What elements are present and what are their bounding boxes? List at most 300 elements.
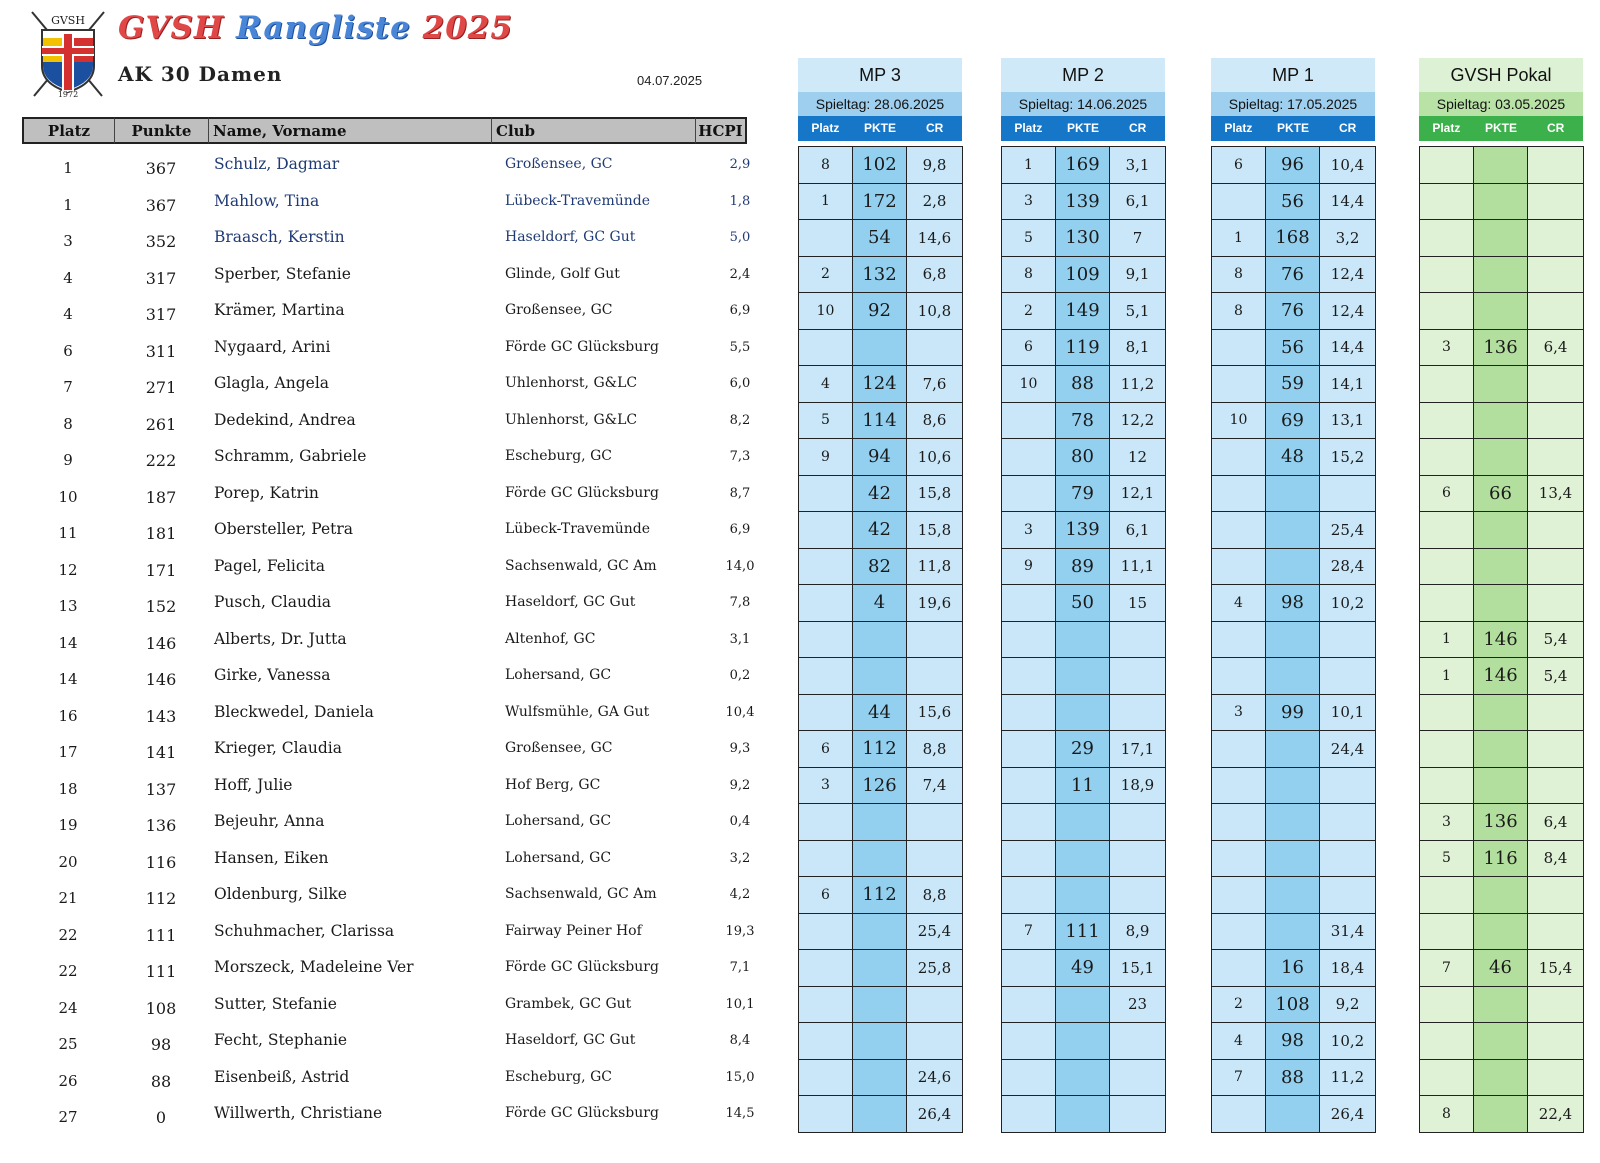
tournament-cell-platz [798, 584, 853, 622]
club-name: Uhlenhorst, G&LC [505, 411, 638, 428]
tournament-block-mp-3 [798, 58, 962, 1123]
club-name: Altenhof, GC [505, 630, 596, 647]
tournament-cell-platz: 2 [798, 256, 853, 294]
tournament-cell-cr: 14,4 [1319, 329, 1376, 367]
rank-cell: 7 [63, 378, 73, 396]
rank-cell: 11 [58, 524, 78, 542]
tournament-cell-platz: 8 [1001, 256, 1056, 294]
hcpi-cell: 6,9 [729, 303, 751, 318]
points-cell: 152 [145, 597, 177, 616]
player-name: Schulz, Dagmar [214, 155, 340, 173]
tournament-cell-pkte [1473, 986, 1528, 1024]
tournament-cell-cr: 18,4 [1319, 949, 1376, 987]
table-row [0, 438, 770, 475]
tournament-cell-cr: 6,4 [1527, 329, 1584, 367]
tournament-cell-pkte [1473, 913, 1528, 951]
tournament-col-pkte: PKTE [1277, 121, 1310, 135]
tournament-cell-cr: 12,1 [1109, 475, 1166, 513]
tournament-date: Spieltag: 14.06.2025 [1001, 92, 1165, 116]
table-row [0, 1059, 770, 1096]
tournament-block-mp-2 [1001, 58, 1165, 1014]
table-row [0, 292, 770, 329]
tournament-cell-platz [798, 1095, 853, 1133]
tournament-cell-pkte: 29 [1055, 730, 1110, 768]
tournament-cell-platz: 5 [1419, 840, 1474, 878]
tournament-cell-platz [1419, 256, 1474, 294]
tournament-cell-cr [1527, 511, 1584, 549]
tournament-cell-platz [1419, 730, 1474, 768]
hcpi-cell: 15,0 [725, 1069, 755, 1085]
player-name: Schramm, Gabriele [214, 447, 367, 465]
tournament-cell-pkte: 149 [1055, 292, 1110, 330]
hcpi-cell: 0,4 [729, 814, 751, 829]
club-name: Förde GC Glücksburg [505, 1105, 659, 1121]
table-row [0, 730, 770, 767]
tournament-col-cr: CR [1339, 121, 1357, 135]
tournament-cell-platz [1001, 438, 1056, 476]
tournament-cell-pkte [1265, 803, 1320, 841]
player-name: Sperber, Stefanie [214, 264, 351, 283]
club-name: Sachsenwald, GC Am [505, 557, 657, 574]
tournament-cell-pkte: 42 [852, 511, 907, 549]
table-row [0, 329, 770, 366]
tournament-cell-pkte: 11 [1055, 767, 1110, 805]
hcpi-cell: 4,2 [729, 887, 751, 902]
tournament-cell-pkte [1473, 694, 1528, 732]
tournament-cell-cr: 8,8 [906, 730, 963, 768]
tournament-cell-pkte: 44 [852, 694, 907, 732]
tournament-cell-cr: 25,4 [1319, 511, 1376, 549]
tournament-cell-cr [906, 1022, 963, 1060]
player-name: Willwerth, Christiane [214, 1104, 383, 1122]
points-cell: 112 [145, 889, 177, 908]
hcpi-cell: 8,7 [729, 485, 751, 501]
tournament-cell-cr: 15,8 [906, 475, 963, 513]
player-name: Pagel, Felicita [214, 556, 325, 575]
tournament-cell-cr: 26,4 [1319, 1095, 1376, 1133]
points-cell: 146 [145, 633, 177, 653]
tournament-cell-platz [1419, 767, 1474, 805]
tournament-cell-platz: 10 [1001, 365, 1056, 403]
tournament-cell-cr: 6,4 [1527, 803, 1584, 841]
tournament-cell-pkte [852, 803, 907, 841]
tournament-cell-platz [1419, 986, 1474, 1024]
points-cell: 317 [145, 305, 177, 324]
tournament-cell-platz: 3 [1001, 183, 1056, 221]
tournament-cell-pkte: 169 [1055, 146, 1110, 184]
tournament-cell-pkte: 126 [852, 767, 907, 805]
tournament-cell-platz: 5 [798, 402, 853, 440]
tournament-cell-cr [1109, 621, 1166, 659]
tournament-col-cr: CR [926, 121, 944, 135]
club-name: Escheburg, GC [505, 448, 612, 464]
hcpi-cell: 2,9 [729, 157, 751, 172]
tournament-cell-platz [1419, 292, 1474, 330]
tournament-title: MP 3 [798, 58, 962, 92]
tournament-cell-platz [1211, 621, 1266, 659]
tournament-cell-platz: 3 [1419, 329, 1474, 367]
tournament-cell-cr [906, 329, 963, 367]
svg-text:GVSH: GVSH [51, 14, 85, 27]
tournament-cell-pkte [1265, 730, 1320, 768]
table-row [0, 657, 770, 694]
hcpi-cell: 14,0 [725, 558, 755, 574]
points-cell: 143 [145, 706, 177, 726]
tournament-cell-platz: 3 [1001, 511, 1056, 549]
club-name: Uhlenhorst, G&LC [505, 375, 638, 391]
tournament-cell-cr: 24,4 [1319, 730, 1376, 768]
tournament-cell-platz: 8 [1419, 1095, 1474, 1133]
tournament-cell-cr [1109, 657, 1166, 695]
tournament-cell-cr: 9,2 [1319, 986, 1376, 1024]
player-name: Oldenburg, Silke [214, 885, 347, 903]
tournament-cell-pkte: 139 [1055, 511, 1110, 549]
club-name: Hof Berg, GC [505, 776, 601, 793]
tournament-cell-pkte: 109 [1055, 256, 1110, 294]
tournament-cell-pkte [1055, 657, 1110, 695]
club-name: Lübeck-Travemünde [505, 192, 650, 209]
tournament-cell-platz: 6 [1211, 146, 1266, 184]
tournament-cell-pkte: 139 [1055, 183, 1110, 221]
tournament-cell-platz [1419, 876, 1474, 914]
hcpi-cell: 6,0 [729, 376, 751, 391]
tournament-cell-pkte [1473, 438, 1528, 476]
points-cell: 261 [145, 414, 177, 434]
rank-cell: 9 [63, 451, 73, 469]
tournament-cell-platz [1211, 365, 1266, 403]
rank-cell: 8 [63, 414, 73, 433]
tournament-cell-cr: 2,8 [906, 183, 963, 221]
tournament-cell-cr: 8,4 [1527, 840, 1584, 878]
tournament-cell-cr: 5,4 [1527, 657, 1584, 695]
tournament-cell-cr [1109, 876, 1166, 914]
player-name: Dedekind, Andrea [214, 410, 356, 429]
club-name: Lübeck-Travemünde [505, 521, 650, 537]
report-date: 04.07.2025 [637, 73, 703, 88]
svg-text:1972: 1972 [57, 90, 79, 99]
title-part-year: 2025 [422, 10, 513, 46]
rank-cell: 24 [58, 998, 78, 1017]
tournament-cell-cr: 15,4 [1527, 949, 1584, 987]
table-row [0, 475, 770, 512]
rank-cell: 14 [58, 633, 78, 652]
tournament-cell-platz: 7 [1001, 913, 1056, 951]
tournament-cell-pkte [1473, 1095, 1528, 1133]
tournament-cell-platz: 8 [798, 146, 853, 184]
club-name: Haseldorf, GC Gut [505, 229, 636, 245]
table-row [0, 694, 770, 731]
tournament-cell-cr: 12 [1109, 438, 1166, 476]
tournament-cell-pkte [1265, 475, 1320, 513]
tournament-cell-platz [1001, 584, 1056, 622]
hcpi-cell: 2,4 [729, 266, 751, 282]
tournament-cell-cr [1109, 1095, 1166, 1133]
player-name: Mahlow, Tina [214, 191, 320, 210]
tournament-cell-cr [1527, 584, 1584, 622]
tournament-cell-pkte [1473, 365, 1528, 403]
tournament-cell-platz [798, 621, 853, 659]
club-name: Escheburg, GC [505, 1068, 612, 1085]
player-name: Braasch, Kerstin [214, 228, 345, 246]
tournament-cell-cr [906, 657, 963, 695]
tournament-cell-cr [1109, 694, 1166, 732]
tournament-date: Spieltag: 28.06.2025 [798, 92, 962, 116]
tournament-cell-pkte [1265, 657, 1320, 695]
tournament-col-pkte: PKTE [1485, 121, 1518, 135]
tournament-cell-cr [1527, 219, 1584, 257]
col-header-punkte: Punkte [114, 117, 208, 144]
tournament-date: Spieltag: 17.05.2025 [1211, 92, 1375, 116]
tournament-cell-pkte [852, 913, 907, 951]
tournament-cell-pkte [1473, 402, 1528, 440]
tournament-cell-platz: 5 [1001, 219, 1056, 257]
tournament-cell-platz [1001, 949, 1056, 987]
tournament-cell-cr: 25,4 [906, 913, 963, 951]
tournament-cell-platz: 2 [1001, 292, 1056, 330]
club-name: Haseldorf, GC Gut [505, 1032, 636, 1048]
tournament-cell-platz [1211, 876, 1266, 914]
club-name: Großensee, GC [505, 302, 613, 318]
tournament-cell-platz [1419, 694, 1474, 732]
tournament-cell-cr: 14,6 [906, 219, 963, 257]
points-cell: 88 [150, 1071, 172, 1091]
tournament-cell-platz: 4 [1211, 584, 1266, 622]
tournament-cell-cr [1527, 1022, 1584, 1060]
hcpi-cell: 7,3 [729, 449, 751, 464]
tournament-cell-pkte [852, 1022, 907, 1060]
tournament-cell-platz: 3 [1211, 694, 1266, 732]
tournament-cell-pkte: 116 [1473, 840, 1528, 878]
tournament-cell-cr: 6,1 [1109, 183, 1166, 221]
table-row [0, 183, 770, 220]
tournament-cell-cr [1527, 913, 1584, 951]
player-name: Girke, Vanessa [214, 666, 331, 684]
col-header-hcpi: HCPI [695, 117, 747, 144]
tournament-cell-pkte: 146 [1473, 621, 1528, 659]
tournament-cell-pkte: 56 [1265, 329, 1320, 367]
tournament-cell-platz [798, 840, 853, 878]
tournament-cell-platz [1001, 402, 1056, 440]
tournament-cell-pkte: 98 [1265, 584, 1320, 622]
tournament-cell-pkte [1473, 584, 1528, 622]
tournament-col-cr: CR [1129, 121, 1147, 135]
points-cell: 137 [145, 779, 177, 799]
tournament-cell-cr [906, 840, 963, 878]
tournament-cell-cr [906, 986, 963, 1024]
tournament-cell-platz [1211, 657, 1266, 695]
tournament-cell-cr: 15,6 [906, 694, 963, 732]
tournament-cell-cr [1527, 146, 1584, 184]
tournament-cell-pkte [1473, 730, 1528, 768]
hcpi-cell: 3,2 [729, 850, 751, 866]
tournament-cell-platz [1211, 840, 1266, 878]
tournament-cell-cr: 6,8 [906, 256, 963, 294]
tournament-cell-pkte [1473, 256, 1528, 294]
rank-cell: 6 [63, 341, 73, 360]
tournament-cell-pkte: 50 [1055, 584, 1110, 622]
tournament-cell-platz [1419, 365, 1474, 403]
tournament-cell-platz: 3 [798, 767, 853, 805]
tournament-cell-platz [798, 475, 853, 513]
tournament-cell-platz [1211, 803, 1266, 841]
hcpi-cell: 8,2 [729, 412, 751, 428]
tournament-cell-platz: 8 [1211, 256, 1266, 294]
tournament-col-platz: Platz [1014, 121, 1043, 135]
player-name: Hoff, Julie [214, 775, 293, 794]
hcpi-cell: 10,1 [725, 996, 755, 1012]
hcpi-cell: 8,4 [729, 1033, 751, 1048]
tournament-cell-cr: 26,4 [906, 1095, 963, 1133]
player-name: Krieger, Claudia [214, 739, 342, 757]
tournament-cell-platz [1001, 657, 1056, 695]
tournament-cell-cr: 15,2 [1319, 438, 1376, 476]
player-name: Schuhmacher, Clarissa [214, 921, 395, 940]
tournament-cell-platz [1419, 1022, 1474, 1060]
tournament-column-header [1001, 116, 1165, 141]
tournament-cell-pkte [1473, 1022, 1528, 1060]
tournament-cell-platz [1419, 438, 1474, 476]
tournament-cell-platz: 7 [1419, 949, 1474, 987]
tournament-cell-pkte: 46 [1473, 949, 1528, 987]
tournament-block-mp-1 [1211, 58, 1375, 1123]
tournament-cell-cr [906, 803, 963, 841]
tournament-cell-cr: 10,2 [1319, 584, 1376, 622]
rank-cell: 10 [58, 487, 78, 506]
tournament-cell-platz: 4 [1211, 1022, 1266, 1060]
club-name: Wulfsmühle, GA Gut [505, 703, 650, 720]
player-name: Pusch, Claudia [214, 593, 332, 611]
tournament-cell-platz: 9 [1001, 548, 1056, 586]
tournament-cell-cr: 24,6 [906, 1059, 963, 1097]
player-name: Alberts, Dr. Jutta [214, 629, 347, 648]
hcpi-cell: 3,1 [729, 631, 751, 647]
tournament-cell-platz [1211, 438, 1266, 476]
points-cell: 141 [145, 743, 177, 762]
tournament-cell-pkte: 78 [1055, 402, 1110, 440]
tournament-cell-pkte: 4 [852, 584, 907, 622]
tournament-cell-pkte: 168 [1265, 219, 1320, 257]
rank-cell: 22 [58, 925, 78, 944]
tournament-cell-pkte: 132 [852, 256, 907, 294]
tournament-title: MP 1 [1211, 58, 1375, 92]
tournament-col-pkte: PKTE [1067, 121, 1100, 135]
tournament-cell-cr [1527, 1059, 1584, 1097]
rank-cell: 12 [58, 560, 78, 579]
tournament-cell-cr: 23 [1109, 986, 1166, 1024]
tournament-cell-platz [1211, 548, 1266, 586]
tournament-cell-pkte [1055, 876, 1110, 914]
col-header-name: Name, Vorname [208, 117, 491, 144]
tournament-cell-cr: 15,8 [906, 511, 963, 549]
title-part-rangliste: Rangliste [236, 10, 411, 46]
tournament-cell-platz: 1 [1419, 621, 1474, 659]
table-row [0, 146, 770, 183]
player-name: Sutter, Stefanie [214, 994, 337, 1013]
club-name: Lohersand, GC [505, 813, 612, 829]
tournament-cell-cr [1527, 767, 1584, 805]
tournament-cell-cr [906, 621, 963, 659]
club-name: Haseldorf, GC Gut [505, 594, 636, 610]
tournament-cell-platz: 8 [1211, 292, 1266, 330]
club-name: Grambek, GC Gut [505, 995, 632, 1012]
tournament-cell-cr: 15,1 [1109, 949, 1166, 987]
tournament-cell-pkte: 69 [1265, 402, 1320, 440]
tournament-cell-cr: 31,4 [1319, 913, 1376, 951]
tournament-cell-platz [1001, 730, 1056, 768]
tournament-cell-platz: 1 [1419, 657, 1474, 695]
hcpi-cell: 14,5 [725, 1106, 755, 1121]
tournament-cell-platz: 6 [798, 876, 853, 914]
tournament-cell-platz [798, 329, 853, 367]
rank-cell: 3 [63, 232, 73, 250]
tournament-cell-cr: 6,1 [1109, 511, 1166, 549]
points-cell: 367 [145, 159, 177, 178]
player-name: Nygaard, Arini [214, 337, 331, 356]
tournament-cell-cr: 10,2 [1319, 1022, 1376, 1060]
tournament-cell-pkte: 172 [852, 183, 907, 221]
tournament-cell-cr: 10,6 [906, 438, 963, 476]
tournament-cell-platz: 4 [798, 365, 853, 403]
rank-cell: 27 [58, 1108, 78, 1126]
tournament-cell-pkte [1265, 511, 1320, 549]
tournament-cell-pkte [1473, 219, 1528, 257]
tournament-cell-pkte: 42 [852, 475, 907, 513]
tournament-cell-platz: 9 [798, 438, 853, 476]
tournament-cell-pkte: 59 [1265, 365, 1320, 403]
tournament-cell-platz [798, 548, 853, 586]
table-row [0, 621, 770, 658]
tournament-cell-pkte [1265, 876, 1320, 914]
club-name: Sachsenwald, GC Am [505, 886, 657, 902]
points-cell: 146 [145, 670, 177, 689]
tournament-cell-platz [798, 657, 853, 695]
tournament-cell-pkte: 114 [852, 402, 907, 440]
gvsh-logo [28, 8, 108, 100]
hcpi-cell: 7,8 [729, 595, 751, 610]
rank-cell: 26 [58, 1071, 78, 1090]
col-header-club: Club [491, 117, 695, 144]
points-cell: 317 [145, 268, 177, 288]
tournament-cell-cr: 5,4 [1527, 621, 1584, 659]
tournament-cell-pkte: 111 [1055, 913, 1110, 951]
tournament-cell-cr [1527, 292, 1584, 330]
tournament-cell-cr: 19,6 [906, 584, 963, 622]
club-name: Förde GC Glücksburg [505, 338, 659, 355]
tournament-cell-pkte: 88 [1265, 1059, 1320, 1097]
tournament-cell-cr [1319, 621, 1376, 659]
hcpi-cell: 5,0 [729, 230, 751, 245]
points-cell: 136 [145, 816, 177, 835]
tournament-cell-platz [1211, 949, 1266, 987]
tournament-cell-cr: 5,1 [1109, 292, 1166, 330]
tournament-cell-cr [1109, 803, 1166, 841]
rank-cell: 16 [58, 706, 78, 725]
tournament-cell-cr [1527, 694, 1584, 732]
tournament-cell-cr [1527, 402, 1584, 440]
tournament-cell-pkte [1265, 1095, 1320, 1133]
points-cell: 271 [145, 378, 177, 397]
tournament-cell-pkte: 119 [1055, 329, 1110, 367]
tournament-cell-cr [1319, 657, 1376, 695]
club-name: Glinde, Golf Gut [505, 265, 620, 282]
tournament-cell-cr: 10,4 [1319, 146, 1376, 184]
points-cell: 98 [150, 1035, 172, 1054]
tournament-cell-pkte: 76 [1265, 292, 1320, 330]
rank-cell: 19 [58, 816, 78, 834]
tournament-cell-platz [1419, 1059, 1474, 1097]
tournament-cell-pkte [1265, 840, 1320, 878]
rank-cell: 21 [58, 889, 78, 907]
